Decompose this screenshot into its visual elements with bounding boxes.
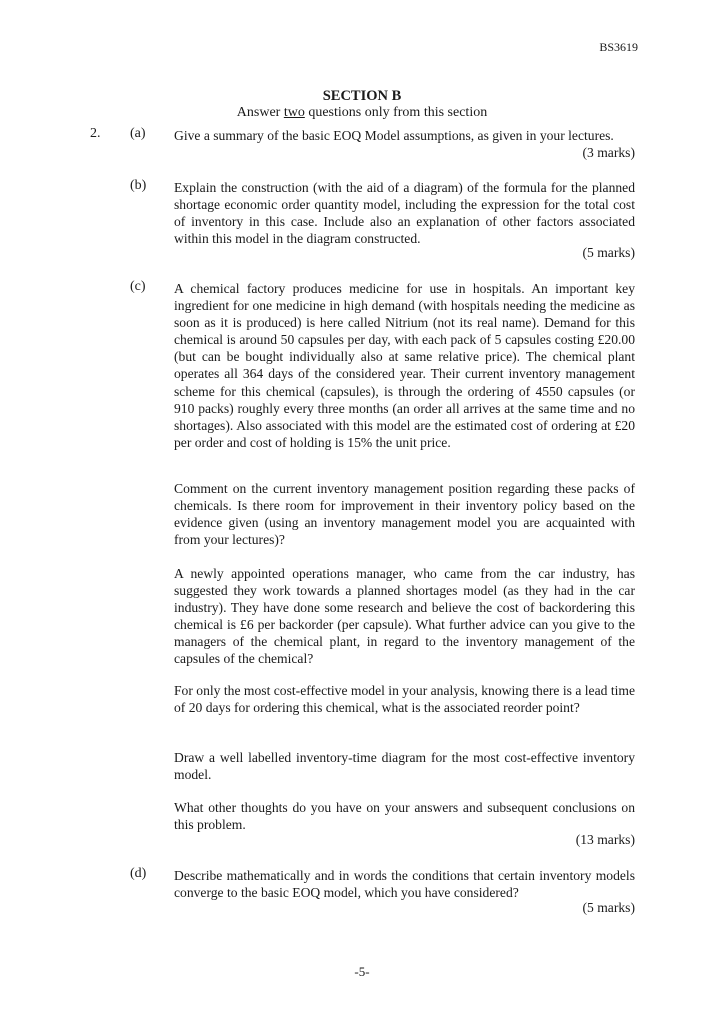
- section-title: SECTION B: [322, 88, 402, 104]
- part-c-marks: (13 marks): [575, 832, 635, 847]
- part-c-para-2: Comment on the current inventory management position regarding these packs of chemicals. Is there room for improvement in their inventory policy based on the evidence given (using an inventory management model you are acquainted with from your lectures)?: [174, 481, 635, 548]
- part-c-para-1: A chemical factory produces medicine for use in hospitals. An important key ingredient for one medicine in high demand (with hospitals needing the medicine as soon as it is produced) is here called Nitrium (not its real name). Demand for this chemical is around 50 capsules per day, with each pack of 5 capsules costing £20.00 (but can be bought individually also at same relative price). The chemical plant operates all 364 days of the considered year. Their current inventory management scheme for this chemical (capsules), is through the ordering of 4550 capsules (or 910 packs) roughly every three months (an order all arrives at the same time and no shortages). Also associated with this model are the estimated cost of ordering at £20 per order and cost of holding is 15% the unit price.: [174, 281, 635, 450]
- part-c-para-3: A newly appointed operations manager, who came from the car industry, has suggested they work towards a planned shortages model (as they had in the car industry). They have done some research and believe the cost of backordering this chemical is £6 per backorder (per capsule). What further advice can you give to the managers of the chemical plant, in regard to the inventory management of the capsules of the chemical?: [174, 566, 635, 667]
- page-number: -5-: [354, 964, 370, 979]
- part-d-marks: (5 marks): [582, 900, 635, 915]
- part-a-label: (a): [130, 126, 146, 141]
- part-b-marks: (5 marks): [582, 245, 635, 260]
- part-d-label: (d): [130, 866, 147, 881]
- section-instruction: [0, 105, 724, 121]
- part-b-label: (b): [130, 178, 147, 193]
- instruction-underlined: two: [283, 105, 305, 120]
- document-code: BS3619: [599, 40, 638, 54]
- question-number: 2.: [90, 126, 101, 141]
- part-c-para-4: For only the most cost-effective model in your analysis, knowing there is a lead time of 20 days for ordering this chemical, what is the associated reorder point?: [174, 683, 635, 716]
- part-a-text: Give a summary of the basic EOQ Model assumptions, as given in your lectures.: [174, 128, 614, 143]
- instruction-post: questions only from this section: [304, 105, 488, 120]
- part-d-text: Describe mathematically and in words the conditions that certain inventory models converge to the basic EOQ model, which you have considered?: [174, 868, 635, 901]
- instruction-pre: Answer: [236, 105, 284, 120]
- part-b-text: Explain the construction (with the aid of a diagram) of the formula for the planned shortage economic order quantity model, including the expression for the total cost of inventory in this case. Include also an explanation of other factors associated within this model in the diagram constructed.: [174, 180, 635, 247]
- part-c-para-5: Draw a well labelled inventory-time diagram for the most cost-effective inventory model.: [174, 750, 635, 783]
- part-c-para-6: What other thoughts do you have on your answers and subsequent conclusions on this problem.: [174, 800, 635, 833]
- part-c-label: (c): [130, 279, 146, 294]
- part-a-marks: (3 marks): [582, 145, 635, 160]
